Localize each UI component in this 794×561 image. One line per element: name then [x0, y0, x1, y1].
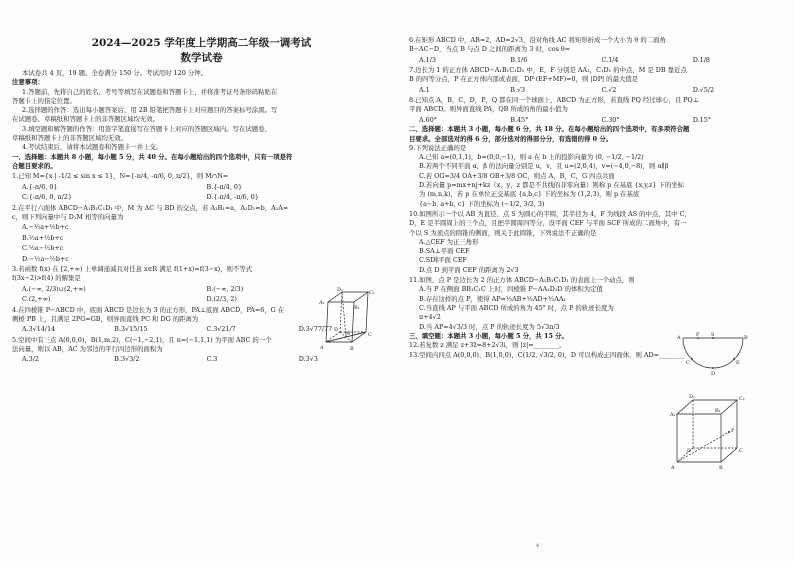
q11-stem: 11.如图，点 P 是边长为 2 的正方体 ABCD−A₁B₁C₁D₁ 的表面上一个动点，则 — [409, 276, 635, 285]
q2-option-a-row — [12, 222, 312, 233]
fig-label: E — [736, 360, 740, 366]
q2-option-b[interactable]: B.½a+½b+c — [22, 233, 64, 242]
q7-option-a[interactable]: A.1 — [419, 85, 430, 94]
q7-option-d[interactable]: D.√5/2 — [692, 85, 715, 94]
fig-label: M — [345, 331, 351, 337]
section2-heading: 二、选择题：本题共 3 小题，每小题 6 分，共 18 分。在每小题给出的四个选项中，有多项符合题 — [409, 125, 690, 134]
notice-item: 1.答题前，先将自己的姓名、考号等填写在试题卷和答题卡上，并将准考证号条形码粘贴在 — [22, 87, 278, 96]
notice-item: 在试题卷、草稿纸和答题卡上的非答题区域均无效。 — [12, 115, 159, 124]
q2-option-b-row — [12, 233, 312, 244]
q10-stem-cont: 个以 S 为顶点的圆锥的侧面，则关于此圆锥，下列说法不正确的是 — [409, 228, 597, 237]
q2-stem: 2.在平行六面体 ABCD−A₁B₁C₁D₁ 中，M 为 AC 与 BD 的交点，若 A₁B₁=a，A₁D₁=b，A₁A= — [12, 203, 289, 212]
q5-option-a[interactable]: A.3/2 — [22, 355, 39, 364]
q8-stem-cont: 平面 ABCD。则异面直线 PA，QB 所成的角的最小值为 — [409, 105, 568, 114]
notice-item: 3.填空题和解答题的作答：用签字笔直接写在答题卡上对应的答题区域内。写在试题卷、 — [22, 124, 271, 133]
q8-option-c[interactable]: C.30° — [601, 115, 620, 124]
fig-label: B₁ — [715, 408, 721, 414]
q3-stem-cont: f(3x−2)>f(4) 的解集是 — [12, 274, 81, 283]
q9-option-b[interactable]: B.若两个不同平面 α，β 的法向量分别是 u，v，且 u=(2,0,4)，v=(−4,0,−8)，则 α∥β — [419, 162, 669, 171]
q10-stem-cont: D，E 是半圆周上的三个点，且把半圆周四等分，设平面 CEF 与平面 SCF 所成的二面角中，有一 — [409, 219, 687, 228]
page-number: 4 — [536, 543, 540, 549]
q4-option-c[interactable]: C.3√21/7 — [206, 325, 236, 334]
q11-option-c-cont: π+4√2 — [419, 313, 441, 322]
q6-option-c[interactable]: C.1/4 — [601, 55, 619, 64]
exam-intro: 本试卷共 4 页，19 题。全卷满分 150 分。考试用时 120 分钟。 — [22, 69, 208, 77]
fig-label: C — [686, 360, 690, 366]
fig-label: A — [671, 465, 675, 471]
fig-label: A₁ — [670, 412, 676, 418]
q12-stem: 12.若复数 z 满足 z+3z̄=8+2√3i，则 |z|=________。 — [409, 341, 566, 350]
fig-label: C — [739, 448, 743, 454]
q4-stem-cont: 侧棱 PB 上，且满足 2PG=GB，则异面直线 PC 和 DG 的距离为 — [12, 315, 199, 324]
q4-stem: 4.在四棱锥 P−ABCD 中，底面 ABCD 是边长为 3 的正方形，PA⊥底面 ABCD，PA=6，G 在 — [12, 305, 285, 314]
exam-subject: 数学试卷 — [180, 52, 223, 64]
fig-label: D₁ — [689, 394, 696, 400]
q6-option-d[interactable]: D.1/8 — [692, 55, 710, 64]
q6-option-a[interactable]: A.1/3 — [419, 55, 436, 64]
q2-option-a[interactable]: A.−½a+½b+c — [22, 223, 69, 232]
fig-label: A — [320, 345, 324, 351]
q7-option-b[interactable]: B.√3 — [510, 85, 526, 94]
q11-option-c[interactable]: C.当直线 AP 与平面 ABCD 所成的角为 45° 时，点 P 的轨迹长度为 — [419, 303, 614, 312]
q5-stem: 5.空间中有三点 A(0,0,0)，B(1,m,2)，C(−1,−2,1)，且 n=(−1,1,1) 为平面 ABC 的一个 — [12, 335, 272, 344]
q4-option-b[interactable]: B.3√15/15 — [114, 325, 148, 334]
q9-option-d-cont: 为 (m,n,k)，若 p 在单位正交基底 {a,b,c} 下的坐标为 (1,2,3)，则 p 在基底 — [419, 190, 640, 199]
fig-label: S — [711, 332, 715, 338]
section1-heading-cont: 合题目要求的。 — [12, 161, 57, 170]
notice-item: 草稿纸和答题卡上的非答题区域均无效。 — [12, 134, 128, 143]
q11-option-a[interactable]: A.当 P 在侧面 BB₁C₁C 上时，四棱锥 P−AA₁D₁D 的体积为定值 — [419, 285, 603, 294]
q3-option-b[interactable]: B.(−∞, 2/3) — [206, 284, 244, 293]
q2-option-d[interactable]: D.−½a−½b+c — [22, 254, 69, 263]
q9-option-a[interactable]: A.已知 a=(0,1,1)，b=(0,0,−1)，则 a 在 b 上的投影向量为 (0, −1/2, −1/2) — [419, 153, 644, 162]
fig-label: A — [677, 335, 681, 341]
fig-label: P — [731, 428, 735, 434]
q1-stem: 1.已知 M={x | -1/2 ≤ sin x ≤ 1}，N={-π/4, -π/6, 0, π/2}，则 M∩N= — [12, 172, 229, 181]
q9-option-d-cont: {a−b, a+b, c} 下的坐标为 (−1/2, 3/2, 3) — [419, 199, 545, 208]
q2-option-d-row — [12, 254, 312, 265]
q10-option-d[interactable]: D.点 D 到平面 CEF 的距离为 2√3 — [419, 265, 519, 274]
q7-stem-cont: B 的四等分点，P 在正方体内部或表面，DP·(EF+MF)=0，则 |DP| 的最大值是 — [409, 75, 639, 84]
q8-option-d[interactable]: D.15° — [692, 115, 712, 124]
q1-option-d[interactable]: D.{-π/4, -π/6, 0} — [206, 193, 259, 202]
q6-stem-cont: B−AC−D，当点 B 与点 D 之间的距离为 3 时，cos θ= — [409, 45, 571, 54]
q4-option-d[interactable]: D.3√77/77 — [298, 325, 333, 334]
q10-option-a[interactable]: A.△CEF 为正三角形 — [419, 237, 479, 246]
fig-label: D — [334, 327, 339, 333]
fig-label: D — [711, 371, 716, 377]
q9-stem: 9.下列说法正确的是 — [409, 143, 467, 152]
q5-option-b[interactable]: B.3√3/2 — [114, 355, 140, 364]
q11-option-d[interactable]: D.当 AP=4√3/3 时，点 P 的轨迹长度为 5√3π/3 — [419, 322, 560, 331]
fig-label: F — [696, 332, 700, 338]
fig-label: C — [368, 332, 372, 338]
fig-label: B — [350, 346, 354, 352]
q6-options — [409, 55, 784, 66]
q8-stem: 8.已知点 A，B，C，D，P，Q 都在同一个球面上，ABCD 为正方形，若直线 PQ 经过球心，且 PQ⊥ — [409, 96, 699, 105]
q3-stem: 3.若函数 f(x) 在 [2,+∞) 上单调递减且对任意 x∈R 满足 f(1+x)=f(3−x)，则不等式 — [12, 265, 253, 274]
q7-stem: 7.边长为 1 的正方体 ABCD−A₁B₁C₁D₁ 中，E，F 分别是 AA₁，C₁D₁ 的中点，M 是 DB 靠近点 — [409, 66, 687, 75]
fig-label: C₁ — [739, 396, 745, 402]
q1-options-row2 — [12, 192, 391, 203]
q5-option-c[interactable]: C.3 — [206, 355, 218, 364]
q7-option-c[interactable]: C.√2 — [601, 85, 617, 94]
q1-option-c[interactable]: C.{-π/6, 0, π/2} — [22, 193, 73, 202]
q9-option-c[interactable]: C.若 OG=3/4 OA+3/8 OB+3/8 OC，则点 A，B，C，G 四点共面 — [419, 171, 615, 180]
notice-item: 答题卡上的指定位置。 — [12, 96, 76, 105]
fig-label: C₁ — [369, 290, 375, 296]
notice-heading: 注意事项： — [12, 78, 44, 87]
q1-option-a[interactable]: A.{-π/6, 0} — [22, 182, 58, 191]
q11-option-b[interactable]: B.存在这样的点 P，使得 AP=½AB+½AD+½AA₁ — [419, 294, 567, 303]
q8-options — [409, 115, 784, 126]
fig-label: B — [719, 465, 723, 471]
q5-option-d[interactable]: D.3√3 — [298, 355, 318, 364]
fig-label: D — [687, 448, 692, 454]
q9-option-d[interactable]: D.若向量 p=mx+nj+kz（x，y，z 都是不共线的非零向量）则称 p 在基底 {x,y,z} 下的坐标 — [419, 181, 685, 190]
q8-option-b[interactable]: B.45° — [510, 115, 529, 124]
q3-option-c[interactable]: C.(2,+∞) — [22, 295, 51, 304]
q10-option-c[interactable]: C.SD∥平面 CEF — [419, 256, 467, 265]
section2-heading-cont: 目要求。全部选对的得 6 分，部分选对的得部分分，有选错的得 0 分。 — [409, 134, 613, 143]
q11-cube-figure — [669, 392, 749, 472]
q8-option-a[interactable]: A.60° — [419, 115, 437, 124]
q10-option-b[interactable]: B.SA⊥平面 CEF — [419, 247, 470, 256]
q1-option-b[interactable]: B.{-π/4, 0} — [206, 182, 243, 191]
q2-option-c[interactable]: C.½a−½b+c — [22, 244, 64, 253]
q2-option-c-row — [12, 243, 312, 254]
q4-option-a[interactable]: A.3√14/14 — [22, 325, 56, 334]
q7-options — [409, 85, 784, 96]
section1-heading: 一、选择题：本题共 8 小题，每小题 5 分，共 40 分。在每小题给出的四个选项中，只有一项是符 — [12, 152, 293, 161]
fig-label: B₁ — [354, 305, 360, 311]
fig-label: B — [744, 335, 748, 341]
q10-semicircle-figure — [677, 330, 749, 382]
q13-stem: 13.空间内四点 A(0,0,0)，B(1,0,0)，C(1/2, √3/2, 0)，D 可以构成正四面体，则 AD=________ — [409, 351, 685, 360]
exam-title: 2024—2025 学年度上学期高二年级一调考试 — [91, 37, 312, 49]
q6-option-b[interactable]: B.1/6 — [510, 55, 528, 64]
q2-stem-cont: c，则下列向量中与 D₁M 相等的向量为 — [12, 212, 124, 221]
q3-option-a[interactable]: A.(−∞, 2/3)∪(2,+∞) — [22, 284, 86, 293]
fig-label: A₁ — [319, 300, 325, 306]
right-column — [397, 0, 794, 561]
notice-item: 2.选择题的作答：选出每小题答案后，用 2B 铅笔把答题卡上对应题目的答案标号涂黑。写 — [22, 106, 278, 115]
q5-stem-cont: 法向量，则以 AB，AC 为邻边的平行四边形的面积为 — [12, 345, 163, 354]
q1-options-row1 — [12, 182, 391, 193]
q2-parallelepiped-figure — [318, 286, 380, 358]
section3-heading: 三、填空题：本题共 3 小题，每小题 5 分，共 15 分。 — [409, 331, 568, 340]
q6-stem: 6.在矩形 ABCD 中，AB=2，AD=2√3，沿对角线 AC 将矩形折成一个大小为 θ 的二面角 — [409, 36, 666, 44]
q3-option-d[interactable]: D.(2/3, 2) — [206, 295, 237, 304]
notice-item: 4.考试结束后，请将本试题卷和答题卡一并上交。 — [22, 143, 163, 152]
fig-label: D₁ — [337, 287, 344, 293]
q10-stem: 10.如图所示一个以 AB 为直径、点 S 为圆心的半圆，其半径为 4，F 为线段 AS 的中点，其中 C， — [409, 209, 691, 218]
